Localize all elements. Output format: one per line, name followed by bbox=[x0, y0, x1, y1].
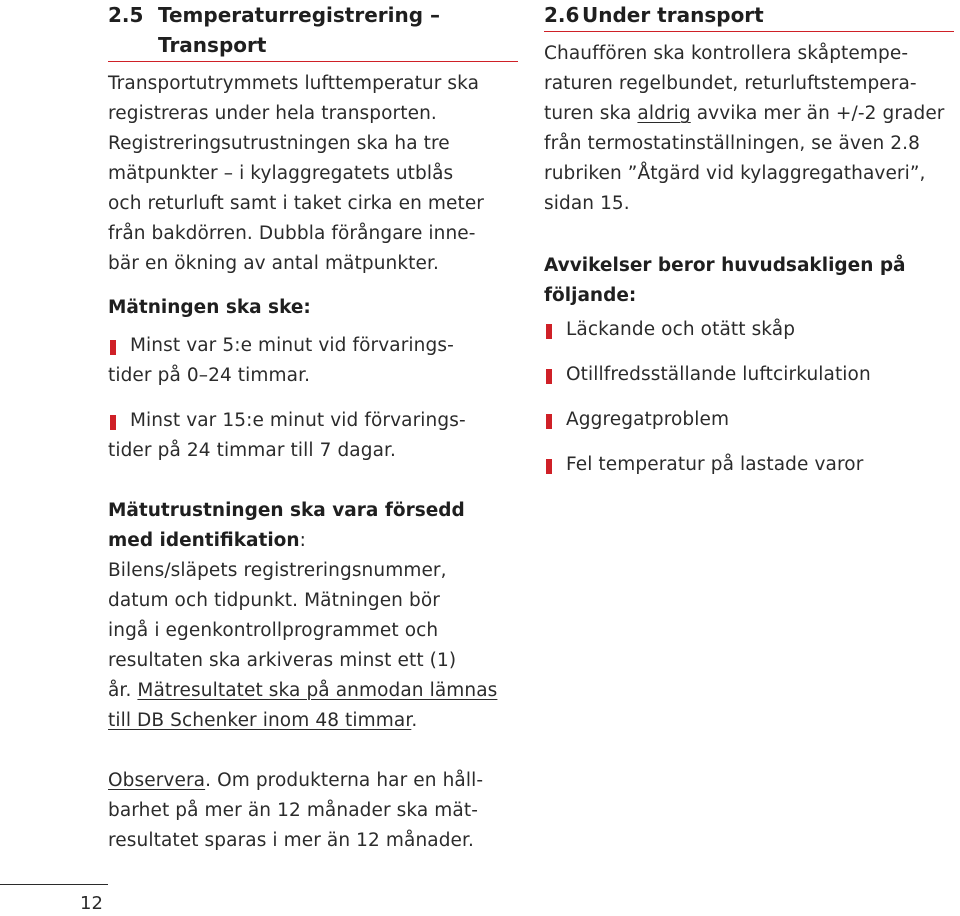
intro-paragraph: Chauffören ska kontrollera skåptempe- raturen regelbundet, returluftstempera- turen ska aldrig avvika mer än +/-2 grader från termostatinställningen, se även 2.8 rubriken ”Åtgärd vid kylaggregathaveri”, sidan 15. bbox=[544, 43, 945, 214]
list-item: Otillfredsställande luftcirkulation bbox=[544, 360, 954, 390]
section-number: 2.6 bbox=[544, 3, 580, 27]
observe-paragraph: Observera. Om produkterna har en håll- barhet på mer än 12 månader ska mät- resultatet sparas i mer än 12 månader. bbox=[108, 770, 484, 851]
page-number: 12 bbox=[80, 893, 103, 914]
intro-paragraph: Transportutrymmets lufttemperatur ska registreras under hela transporten. Registreringsutrustningen ska ha tre mätpunkter – i kylaggregatets utblås och returluft samt i taket cirka en meter från bakdörren. Dubbla förångare inne- bär en ökning av antal mätpunkter. bbox=[108, 73, 485, 274]
underlined-text: aldrig bbox=[637, 103, 691, 124]
identification-heading: Mätutrustningen ska vara försedd med identifikation: bbox=[108, 500, 465, 551]
bullet-marker bbox=[110, 340, 116, 355]
right-column bbox=[544, 0, 954, 480]
underlined-text: till DB Schenker inom 48 timmar bbox=[108, 710, 412, 731]
bullet-marker bbox=[546, 324, 552, 339]
identification-paragraph: Bilens/släpets registreringsnummer, datum och tidpunkt. Mätningen bör ingå i egenkontrollprogrammet och resultaten ska arkiveras minst ett (1) år. Mätresultatet ska på anmodan lämnas till DB Schenker inom 48 timmar. bbox=[108, 560, 498, 731]
section-number: 2.5 bbox=[108, 3, 144, 27]
bullet-marker bbox=[110, 415, 116, 430]
underlined-text: Mätresultatet ska på anmodan lämnas bbox=[137, 680, 498, 701]
section-heading-2-6 bbox=[544, 0, 954, 32]
list-item: Läckande och otätt skåp bbox=[544, 315, 954, 345]
observe-label: Observera bbox=[108, 770, 206, 791]
footer-rule bbox=[0, 884, 108, 885]
bullet-marker bbox=[546, 459, 552, 474]
bullet-marker bbox=[546, 369, 552, 384]
deviation-heading: Avvikelser beror huvudsakligen på följande: bbox=[544, 255, 906, 306]
list-item: Minst var 15:e minut vid förvarings- tider på 24 timmar till 7 dagar. bbox=[108, 410, 466, 461]
section-title: Under transport bbox=[582, 3, 764, 27]
list-item: Aggregatproblem bbox=[544, 405, 954, 435]
section-heading-2-5 bbox=[108, 0, 518, 62]
left-column bbox=[108, 0, 518, 856]
measure-heading: Mätningen ska ske: bbox=[108, 297, 311, 318]
section-title: Temperaturregistrering – Transport bbox=[158, 3, 441, 57]
list-item: Fel temperatur på lastade varor bbox=[544, 450, 954, 480]
list-item: Minst var 5:e minut vid förvarings- tider på 0–24 timmar. bbox=[108, 335, 454, 386]
bullet-marker bbox=[546, 414, 552, 429]
